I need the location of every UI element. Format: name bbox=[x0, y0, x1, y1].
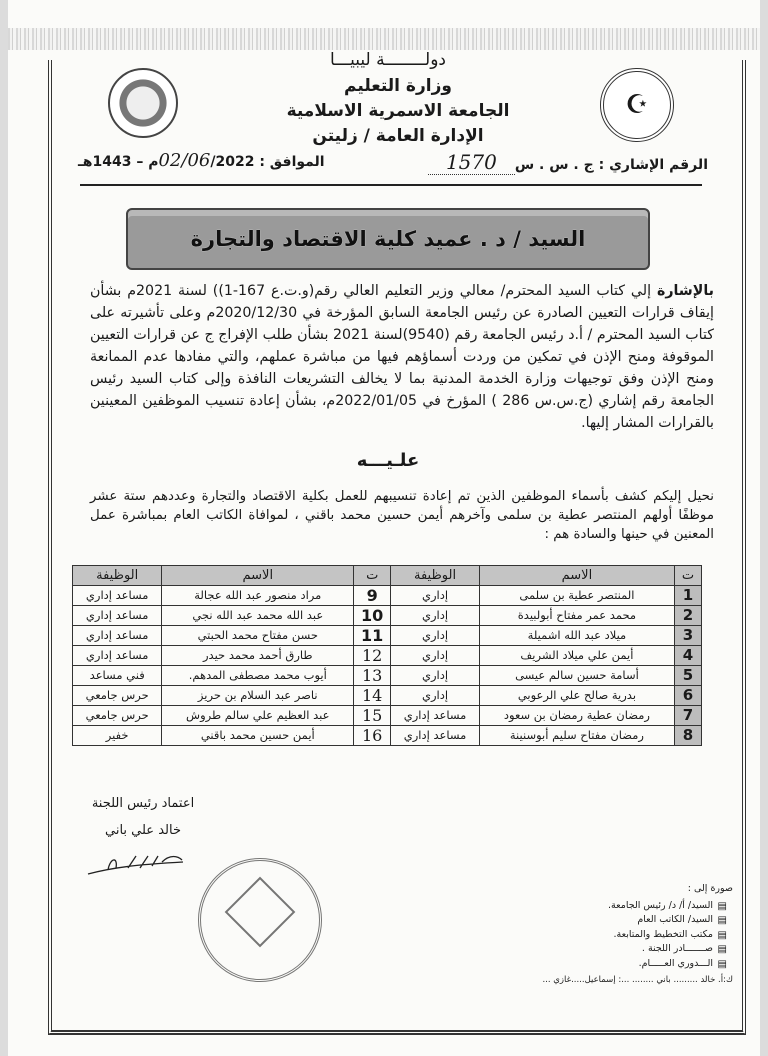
row-number: 15 bbox=[354, 705, 391, 725]
body-lead: بالإشارة bbox=[656, 283, 714, 299]
cc-item: ▤ مكتب التخطيط والمتابعة. bbox=[518, 928, 733, 943]
table-row bbox=[73, 625, 702, 645]
staff-table bbox=[72, 565, 702, 746]
body-text: إلي كتاب السيد المحترم/ معالي وزير التعليم العالي رقم(و.ت.ع 167-1)) لسنة 2021م بشأن إيقاف قرارات التعيين الصادرة عن رئيس الجامعة السابق المؤرخة في 2020/12/30م وعلى تأشيرته على كتاب السيد المحترم / أ.د رئيس الجامعة رقم (9540)لسنة 2021 بشأن طلب الإفراج ج عن قرارات التعيين الموقوفة ومنح الإذن في تمكين من وردت أسماؤهم فيها من مباشرة عملهم، والتي مفادها عدم الممانعة ومنح الإذن وفق توجيهات وزارة الخدمة المدنية بما لا يخالف التشريعات النافذة وإلى كتاب السيد رئيس الجامعة رقم إشاري (ج.س.س 286 ) المؤرخ في 2022/01/05م، بشأن إعادة تنسيب الموظفين المعينين بالقرارات المشار إليها. bbox=[90, 283, 715, 431]
employee-job: مساعد إداري bbox=[73, 585, 162, 605]
approval-title: اعتماد رئيس اللجنة bbox=[91, 796, 195, 811]
employee-name: حسن مفتاح محمد الحبتي bbox=[162, 625, 354, 645]
cc-item: ▤ السيد/ أ/ د/ رئيس الجامعة. bbox=[518, 899, 733, 914]
administration-name: الإدارة العامة / زليتن bbox=[312, 126, 484, 146]
document-icon: ▤ bbox=[717, 958, 727, 970]
therefore-heading: علـيـــه bbox=[356, 450, 420, 471]
scan-artifact bbox=[8, 28, 760, 50]
employee-name: أيمن علي ميلاد الشريف bbox=[479, 645, 674, 665]
table-row bbox=[73, 725, 702, 745]
employee-job: مساعد إداري bbox=[73, 625, 162, 645]
employee-name: رمضان مفتاح سليم أبوسنينة bbox=[479, 725, 674, 745]
government-seal-icon: ☪ bbox=[600, 68, 674, 142]
row-number: 14 bbox=[354, 685, 391, 705]
employee-job: مساعد إداري bbox=[391, 725, 480, 745]
employee-name: بدرية صالح علي الرعوبي bbox=[479, 685, 674, 705]
document-icon: ▤ bbox=[717, 915, 727, 926]
employee-name: أيوب محمد مصطفى المدهم. bbox=[162, 665, 354, 685]
employee-name: عبد العظيم علي سالم طروش bbox=[162, 705, 354, 725]
employee-job: إداري bbox=[391, 665, 480, 685]
reference-date: الموافق : 02/06/2022م – 1443هـ bbox=[78, 150, 325, 171]
row-number: 2 bbox=[675, 605, 702, 625]
col-job: الوظيفة bbox=[391, 566, 480, 586]
cc-item: ▤ صـــــــادر اللجنة . bbox=[518, 942, 733, 957]
cc-item: ▤ السيد/ الكاتب العام bbox=[518, 913, 733, 928]
row-number: 3 bbox=[675, 625, 702, 645]
col-job: الوظيفة bbox=[73, 566, 162, 586]
col-name: الاسم bbox=[479, 566, 674, 586]
employee-job: إداري bbox=[391, 645, 480, 665]
reference-number: الرقم الإشاري : ج . س . س1570 bbox=[428, 150, 708, 174]
handwritten-ref: 1570 bbox=[428, 150, 515, 175]
referral-paragraph: نحيل إليكم كشف بأسماء الموظفين الذين تم إعادة تنسيبهم للعمل بكلية الاقتصاد والتجارة وعددهم ستة عشر موظفًا أولهم المنتصر عطية بن سلمى وآخرهم أيمن حسين محمد باقني ، لموافاة الكاتب العام بمباشرة عمل المعنين في حينها والسادة هم : bbox=[90, 489, 714, 542]
cc-heading: صورة إلى : bbox=[687, 883, 733, 894]
body-paragraph bbox=[90, 280, 714, 434]
approver-name: خالد علي باني bbox=[105, 823, 181, 838]
employee-name: أسامة حسين سالم عيسى bbox=[479, 665, 674, 685]
table-row bbox=[73, 705, 702, 725]
university-name: الجامعة الاسمرية الاسلامية bbox=[286, 101, 510, 121]
col-num: ت bbox=[354, 566, 391, 586]
table-header-row bbox=[73, 566, 702, 586]
employee-job: حرس جامعي bbox=[73, 685, 162, 705]
document-page bbox=[8, 0, 760, 1056]
row-number: 10 bbox=[354, 605, 391, 625]
table-row bbox=[73, 665, 702, 685]
row-number: 8 bbox=[675, 725, 702, 745]
row-number: 5 bbox=[675, 665, 702, 685]
col-num: ت bbox=[675, 566, 702, 586]
employee-name: عبد الله محمد عبد الله نجي bbox=[162, 605, 354, 625]
employee-name: رمضان عطية رمضان بن سعود bbox=[479, 705, 674, 725]
row-number: 6 bbox=[675, 685, 702, 705]
employee-job: إداري bbox=[391, 585, 480, 605]
handwritten-date: 02/06 bbox=[158, 150, 211, 171]
row-number: 16 bbox=[354, 725, 391, 745]
reference-row bbox=[78, 150, 708, 174]
employee-job: حرس جامعي bbox=[73, 705, 162, 725]
header-divider bbox=[80, 184, 702, 186]
employee-job: مساعد إداري bbox=[73, 645, 162, 665]
employee-job: مساعد إداري bbox=[73, 605, 162, 625]
committee-stamp-icon bbox=[198, 858, 322, 982]
employee-name: المنتصر عطية بن سلمى bbox=[479, 585, 674, 605]
approval-block bbox=[88, 790, 198, 844]
row-number: 7 bbox=[675, 705, 702, 725]
signature bbox=[78, 848, 188, 878]
col-name: الاسم bbox=[162, 566, 354, 586]
university-logo-icon bbox=[108, 68, 178, 138]
country-name: دولــــــــة ليبيـــا bbox=[329, 50, 446, 70]
document-icon: ▤ bbox=[717, 929, 727, 941]
row-number: 9 bbox=[354, 585, 391, 605]
ministry-name: وزارة التعليم bbox=[344, 76, 452, 96]
row-number: 1 bbox=[675, 585, 702, 605]
addressee-banner bbox=[126, 208, 650, 270]
employee-job: مساعد إداري bbox=[391, 705, 480, 725]
cc-footer: ك:أ. خالد ......... باني ........ ...: إسماعيل.....غازي ... bbox=[542, 975, 733, 985]
table-row bbox=[73, 645, 702, 665]
employee-name: طارق أحمد محمد حيدر bbox=[162, 645, 354, 665]
table-row bbox=[73, 685, 702, 705]
employee-job: فني مساعد bbox=[73, 665, 162, 685]
row-number: 4 bbox=[675, 645, 702, 665]
document-icon: ▤ bbox=[717, 944, 727, 955]
employee-job: خفير bbox=[73, 725, 162, 745]
employee-name: ميلاد عبد الله اشميلة bbox=[479, 625, 674, 645]
row-number: 12 bbox=[354, 645, 391, 665]
letterhead bbox=[248, 74, 548, 149]
row-number: 11 bbox=[354, 625, 391, 645]
employee-name: ناصر عبد السلام بن حريز bbox=[162, 685, 354, 705]
document-icon: ▤ bbox=[717, 900, 727, 912]
employee-job: إداري bbox=[391, 625, 480, 645]
table-row bbox=[73, 585, 702, 605]
row-number: 13 bbox=[354, 665, 391, 685]
employee-job: إداري bbox=[391, 685, 480, 705]
employee-job: إداري bbox=[391, 605, 480, 625]
carbon-copy-list bbox=[518, 882, 733, 988]
employee-name: أيمن حسين محمد باقني bbox=[162, 725, 354, 745]
table-row bbox=[73, 605, 702, 625]
employee-name: محمد عمر مفتاح أبولبيدة bbox=[479, 605, 674, 625]
cc-item: ▤ الـــدوري العـــــام. bbox=[518, 957, 733, 972]
addressee: السيد / د . عميد كلية الاقتصاد والتجارة bbox=[190, 227, 586, 251]
employee-name: مراد منصور عبد الله عجالة bbox=[162, 585, 354, 605]
